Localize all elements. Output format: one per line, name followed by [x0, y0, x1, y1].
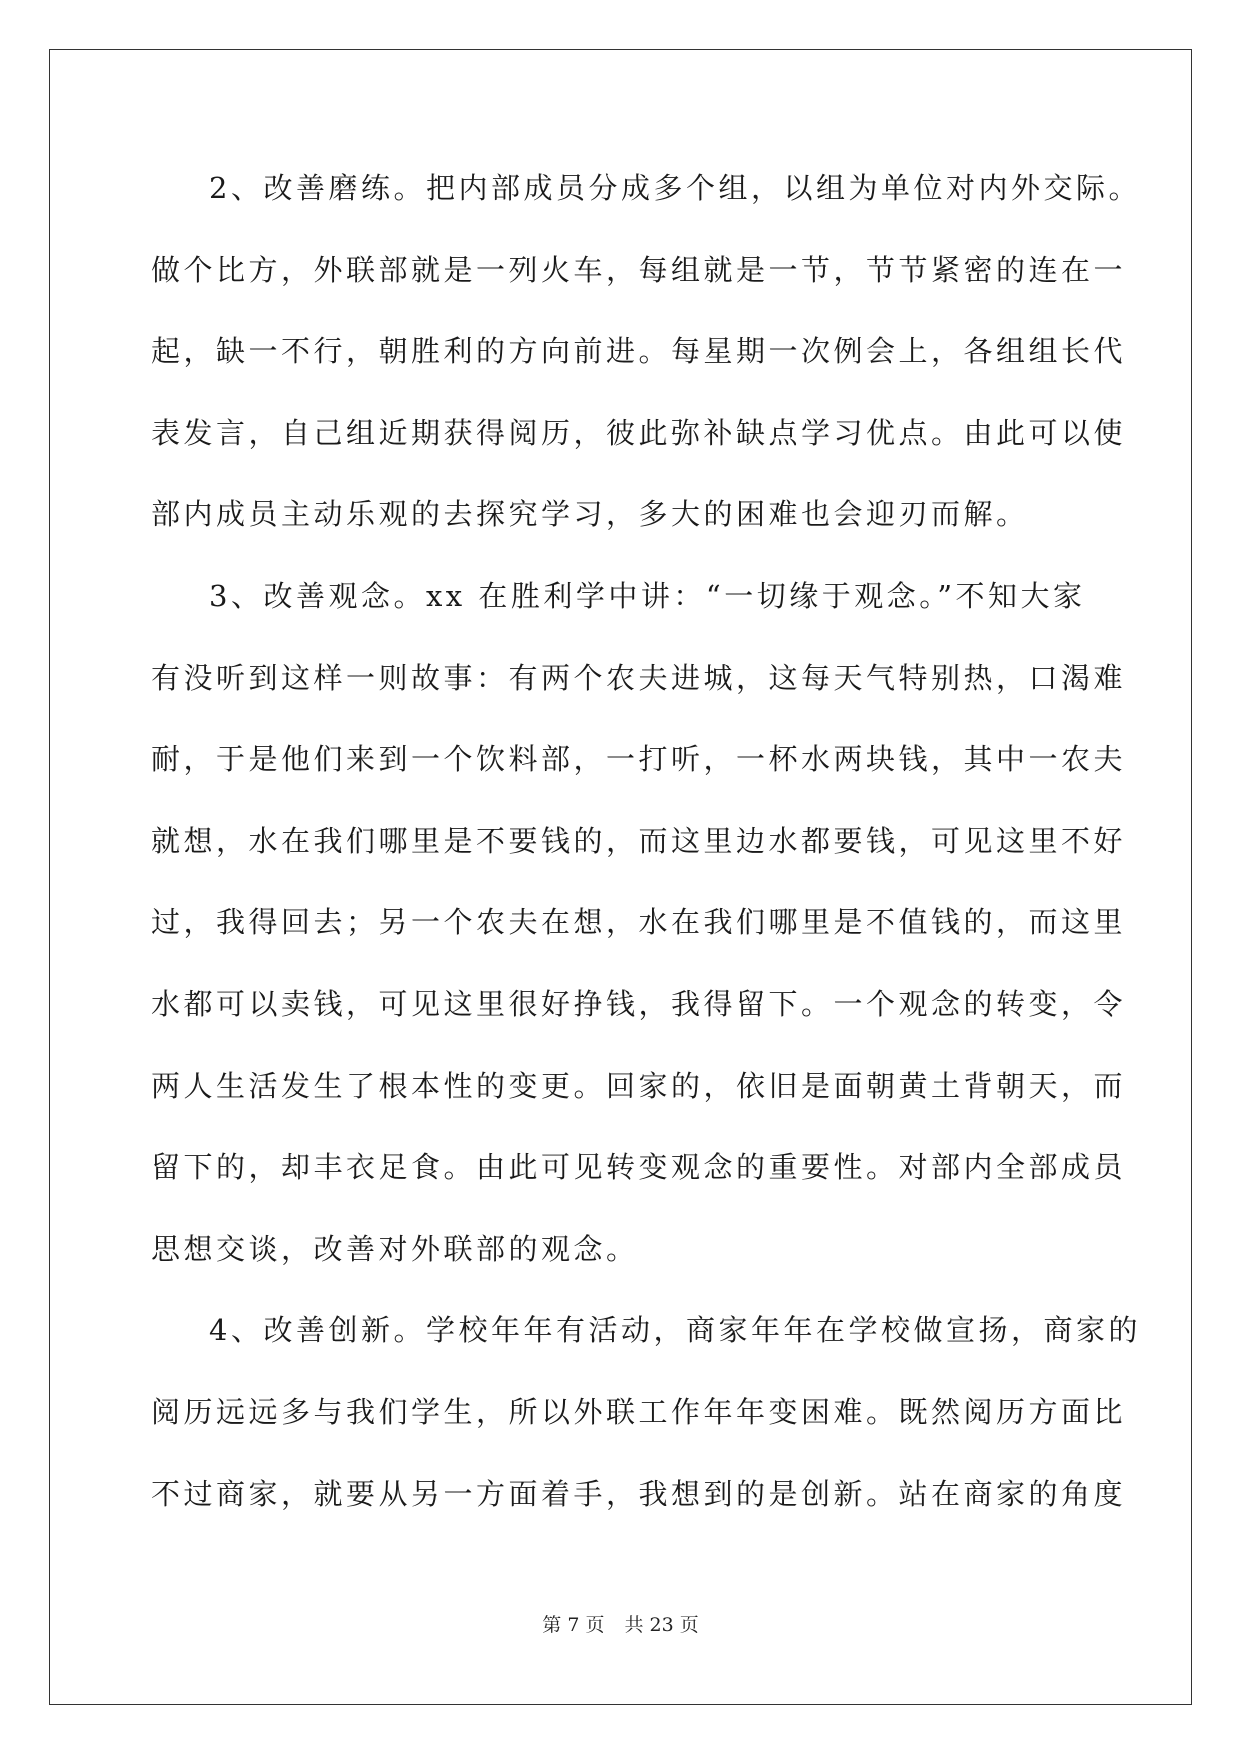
- document-body: [151, 163, 1141, 1550]
- paragraph-line: 过，我得回去；另一个农夫在想，水在我们哪里是不值钱的，而这里: [151, 905, 1127, 940]
- paragraph-line: 水都可以卖钱，可见这里很好挣钱，我得留下。一个观念的转变，令: [151, 986, 1127, 1021]
- paragraph-line: 不过商家，就要从另一方面着手，我想到的是创新。站在商家的角度: [151, 1476, 1127, 1511]
- paragraph-line: 2、改善磨练。把内部成员分成多个组，以组为单位对内外交际。: [209, 171, 1141, 205]
- paragraph-line: 就想，水在我们哪里是不要钱的，而这里边水都要钱，可见这里不好: [151, 823, 1127, 858]
- paragraph-line: 部内成员主动乐观的去探究学习，多大的困难也会迎刃而解。: [151, 497, 1029, 532]
- page-total: 共 23 页: [624, 1614, 699, 1636]
- paragraph-line: 3、改善观念。xx 在胜利学中讲：“一切缘于观念。”不知大家: [209, 578, 1086, 613]
- paragraph-line: 留下的，却丰衣足食。由此可见转变观念的重要性。对部内全部成员: [151, 1150, 1127, 1185]
- paragraph-line: 思想交谈，改善对外联部的观念。: [151, 1231, 639, 1266]
- paragraph-line: 有没听到这样一则故事：有两个农夫进城，这每天气特别热，口渴难: [151, 660, 1127, 695]
- paragraph-line: 阅历远远多与我们学生，所以外联工作年年变困难。既然阅历方面比: [151, 1394, 1127, 1429]
- page-number: 第 7 页: [542, 1614, 605, 1636]
- paragraph-line: 两人生活发生了根本性的变更。回家的，依旧是面朝黄土背朝天，而: [151, 1068, 1127, 1103]
- paragraph-line: 做个比方，外联部就是一列火车，每组就是一节，节节紧密的连在一: [151, 252, 1127, 287]
- page-footer: [0, 1610, 1241, 1640]
- paragraph-line: 4、改善创新。学校年年有活动，商家年年在学校做宣扬，商家的: [209, 1313, 1141, 1348]
- paragraph-line: 起，缺一不行，朝胜利的方向前进。每星期一次例会上，各组组长代: [151, 334, 1127, 369]
- paragraph-line: 耐，于是他们来到一个饮料部，一打听，一杯水两块钱，其中一农夫: [151, 742, 1127, 777]
- paragraph-line: 表发言，自己组近期获得阅历，彼此弥补缺点学习优点。由此可以使: [151, 415, 1127, 450]
